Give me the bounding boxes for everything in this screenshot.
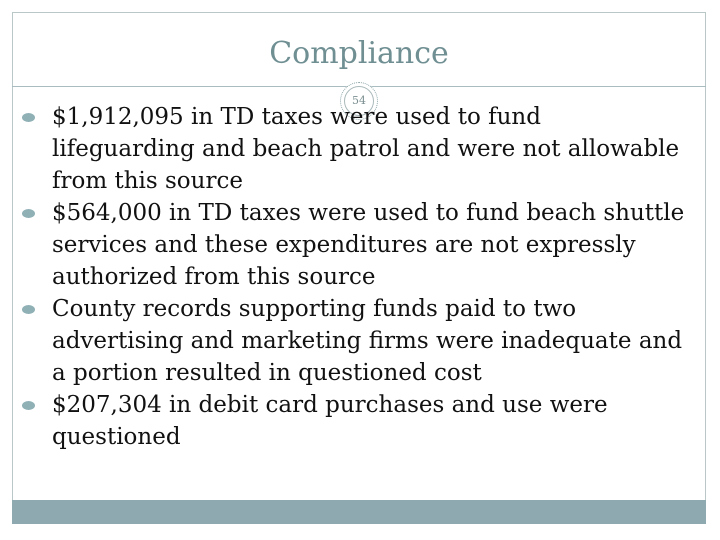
- list-item: [22, 101, 690, 197]
- page-number: 54: [344, 86, 374, 116]
- list-item: [22, 197, 690, 293]
- bullet-icon: [22, 113, 35, 122]
- slide-title: Compliance: [269, 36, 449, 71]
- bullet-icon: [22, 209, 35, 218]
- bullet-text: $207,304 in debit card purchases and use were questioned: [52, 392, 608, 450]
- bullet-text: County records supporting funds paid to two advertising and marketing firms were inadequate and a portion resulted in questioned cost: [52, 296, 683, 386]
- bullet-icon: [22, 305, 35, 314]
- bullet-icon: [22, 401, 35, 410]
- bullet-text: $564,000 in TD taxes were used to fund beach shuttle services and these expenditures are not expressly authorized from this source: [52, 200, 685, 290]
- footer-bar: [12, 500, 706, 524]
- bullet-list: [22, 101, 690, 453]
- slide-content: [22, 101, 690, 453]
- list-item: [22, 293, 690, 389]
- list-item: [22, 389, 690, 453]
- bullet-text: $1,912,095 in TD taxes were used to fund lifeguarding and beach patrol and were not allowable from this source: [52, 104, 680, 194]
